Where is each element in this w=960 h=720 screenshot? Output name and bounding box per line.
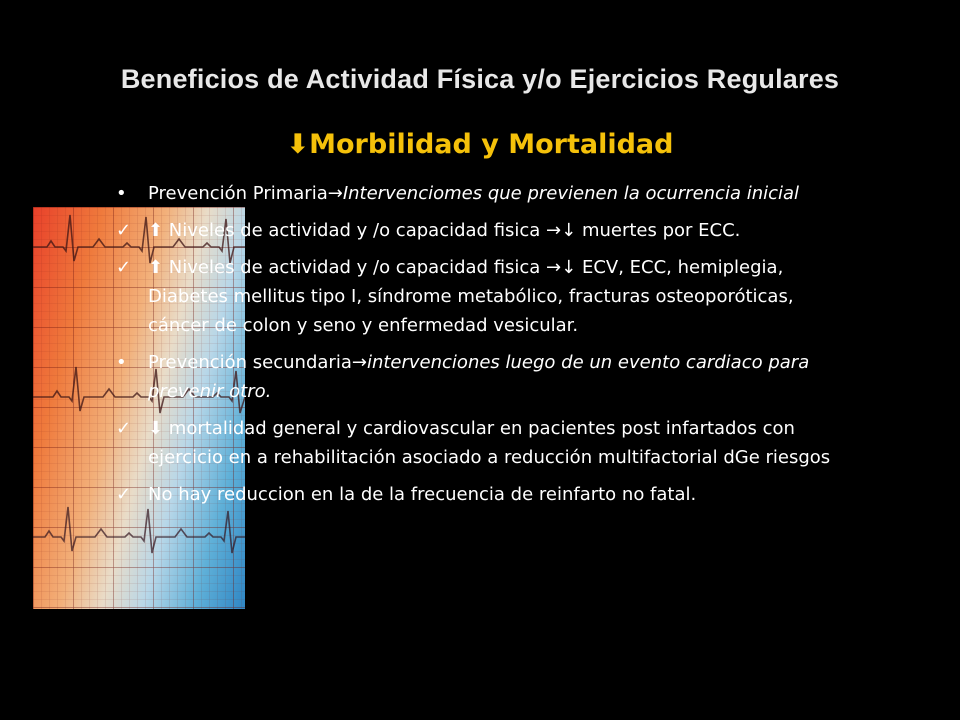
checkmark-icon: ✓ [116, 418, 132, 439]
item-text: ⬆ Niveles de actividad y /o capacidad fisica →↓ ECV, ECC, hemiplegia, Diabetes mellitus tipo I, síndrome metabólico, fracturas osteoporóticas, cáncer de colon y seno y enfermedad vesicular. [148, 257, 794, 336]
list-item-diseases [112, 253, 852, 340]
item-lead-text: Prevención Primaria [148, 183, 328, 204]
item-italic-text: Intervenciomes que previenen la ocurrencia inicial [342, 183, 800, 204]
checkmark-icon: ✓ [116, 257, 132, 278]
right-arrow-icon: → [351, 352, 367, 373]
item-text: No hay reduccion en la de la frecuencia de reinfarto no fatal. [148, 484, 697, 505]
list-item-ecc-deaths [112, 216, 852, 245]
item-text: ⬇ mortalidad general y cardiovascular en pacientes post infartados con ejercicio en a rehabilitación asociado a reducción multifactorial dGe riesgos [148, 418, 831, 468]
item-text: ⬆ Niveles de actividad y /o capacidad fisica →↓ muertes por ECC. [148, 220, 741, 241]
item-lead-text: Prevención secundaria [148, 352, 352, 373]
item-italic-text: intervenciones luego de un evento cardiaco para prevenir otro. [148, 352, 810, 402]
bullet-list [112, 179, 852, 517]
list-item-primary-prevention [112, 179, 852, 208]
checkmark-icon: ✓ [116, 484, 132, 505]
bullet-icon: • [116, 352, 127, 373]
right-arrow-icon: → [327, 183, 343, 204]
list-item-reinfarction [112, 480, 852, 509]
bullet-icon: • [116, 183, 127, 204]
list-item-mortality [112, 414, 852, 472]
list-item-secondary-prevention [112, 348, 852, 406]
slide-subtitle [0, 129, 960, 160]
slide-title: Beneficios de Actividad Física y/o Ejercicios Regulares [120, 64, 840, 94]
checkmark-icon: ✓ [116, 220, 132, 241]
down-arrow-icon: ⬇ [286, 129, 310, 160]
subtitle-text: Morbilidad y Mortalidad [309, 129, 674, 160]
